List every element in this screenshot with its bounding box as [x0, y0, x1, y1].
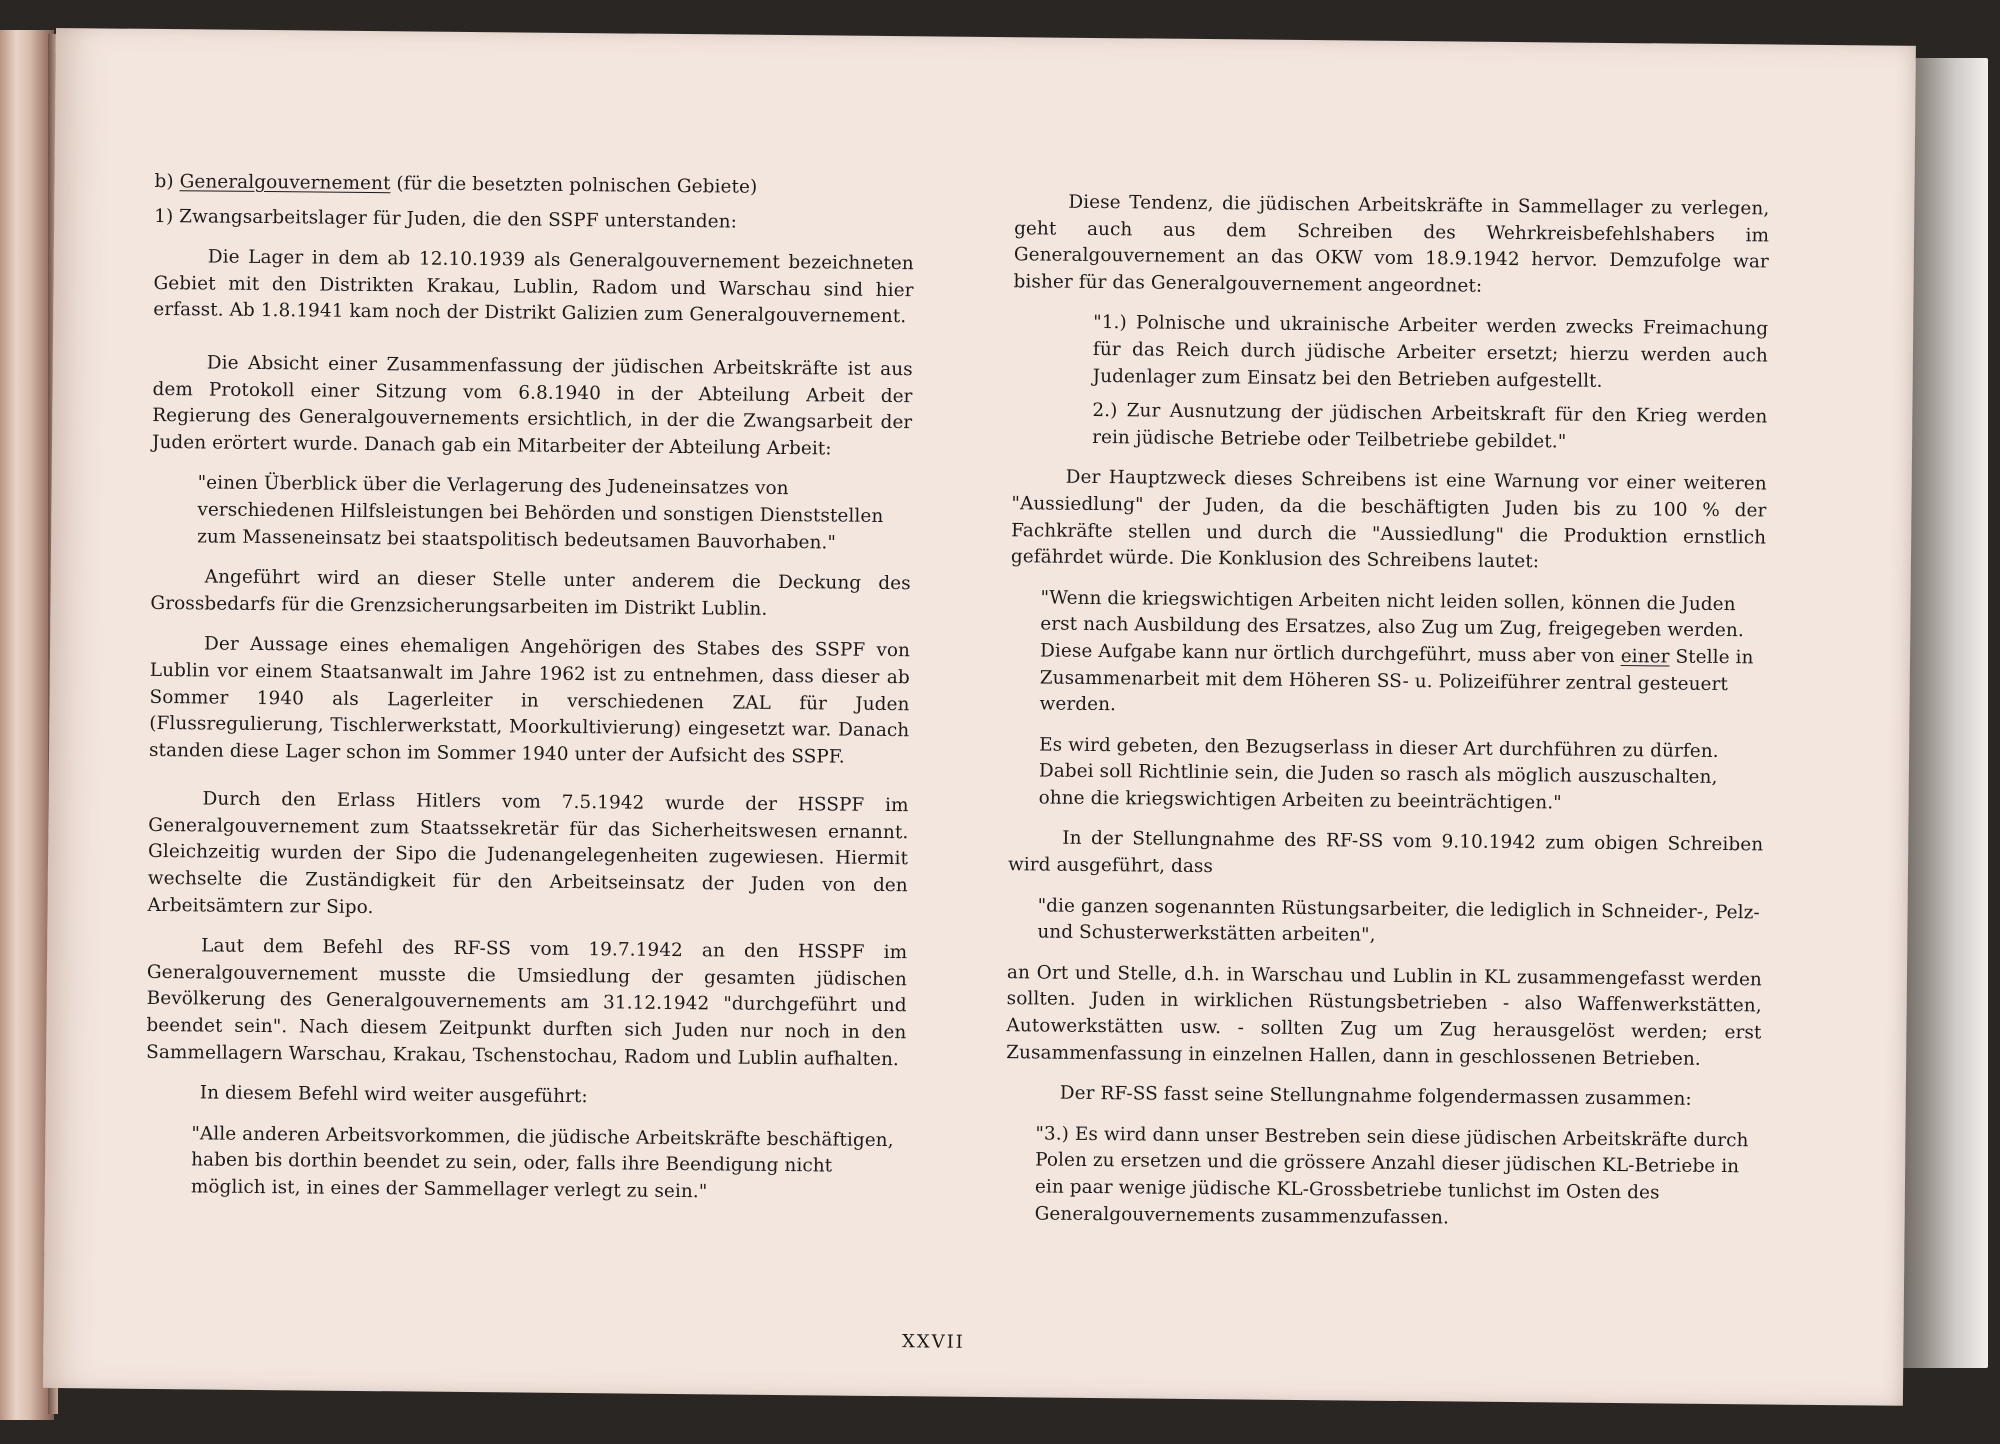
paragraph: Laut dem Befehl des RF-SS vom 19.7.1942 an den HSSPF im Generalgouvernement musste die Umsiedlung der gesamten jüdischen Bevölkerung des Generalgouvernements am 31.12.1942 "durchgeführt und beendet sein". Nach diesem Zeitpunkt durften sich Juden nur noch in den Sammellagern Warschau, Krakau, Tschenstochau, Radom und Lublin aufhalten. [146, 935, 908, 1070]
paragraph: Die Lager in dem ab 12.10.1939 als Generalgouvernement bezeichneten Gebiet mit den Distrikten Krakau, Lublin, Radom und Warschau sind hier erfasst. Ab 1.8.1941 kam noch der Distrikt Galizien zum Generalgouvernement. [153, 246, 914, 328]
paragraph: Diese Tendenz, die jüdischen Arbeitskräfte in Sammellager zu verlegen, geht auch aus dem Schreiben des Wehrkreisbefehlshabers im Generalgouvernement an das OKW vom 18.9.1942 hervor. Demzufolge war bisher für das Generalgouvernement angeordnet: [1013, 191, 1770, 297]
quote: "3.) Es wird dann unser Bestreben sein diese jüdischen Arbeitskräfte durch Polen zu ersetzen und die grössere Anzahl dieser jüdischen KL-Betriebe in ein paar wenige jüdische KL-Grossbetriebe tunlichst im Osten des Generalgouvernements zusammenzufassen. [1034, 1123, 1749, 1229]
section-heading [154, 169, 914, 203]
paragraph: Der Hauptzweck dieses Schreibens ist eine Warnung vor einer weiteren "Aussiedlung" der Juden, da die beschäftigten Juden bis zu 100 % der Fachkräfte stellen und durch die "Aussiedlung" die Produktion ernstlich gefährdet würde. Die Konklusion des Schreibens lautet: [1010, 467, 1767, 573]
quote [1039, 585, 1765, 725]
quote: "die ganzen sogenannten Rüstungsarbeiter, die lediglich in Schneider-, Pelz- und Schusterwerkstätten arbeiten", [1037, 895, 1760, 946]
paragraph: an Ort und Stelle, d.h. in Warschau und Lublin in KL zusammengefasst werden sollten. Juden in wirklichen Rüstungsbetrieben - also Waffenwerkstätten, Autowerkstätten usw. - sollten Zug um Zug herausgelöst werden; erst Zusammenfassung in einzelnen Hallen, dann in geschlossenen Betrieben. [1006, 962, 1763, 1070]
paragraph: Durch den Erlass Hitlers vom 7.5.1942 wurde der HSSPF im Generalgouvernement zum Staatssekretär für das Sicherheitswesen ernannt. Gleichzeitig wurden der Sipo die Judenangelegenheiten zugewiesen. Hiermit wechselte die Zuständigkeit für den Arbeitseinsatz der Juden von den Arbeitsämtern zur Sipo. [147, 788, 909, 918]
left-column [145, 169, 915, 1222]
right-column [1004, 189, 1769, 1248]
page-number: XXVII [901, 1331, 965, 1353]
quote-emphasis: einer [1620, 645, 1670, 668]
quote: "Alle anderen Arbeitsvorkommen, die jüdische Arbeitskräfte beschäftigen, haben bis dorthin beendet zu sein, oder, falls ihre Beendigung nicht möglich ist, in eines der Sammellager verlegt zu sein." [190, 1123, 894, 1203]
quote-item: "1.) Polnische und ukrainische Arbeiter werden zwecks Freimachung für das Reich durch jüdische Arbeiter ersetzt; hierzu werden auch Judenlager zum Einsatz bei den Betrieben aufgestellt. [1092, 312, 1769, 392]
subheading: 1) Zwangsarbeitslager für Juden, die den SSPF unterstanden: [154, 205, 738, 233]
heading-underlined: Generalgouvernement [179, 171, 391, 195]
paragraph: Angeführt wird an dieser Stelle unter anderem die Deckung des Grossbedarfs für die Grenzsicherungsarbeiten im Distrikt Lublin. [150, 566, 911, 620]
quote-item: 2.) Zur Ausnutzung der jüdischen Arbeitskraft für den Krieg werden rein jüdische Betriebe oder Teilbetriebe gebildet." [1092, 400, 1768, 453]
paragraph: In diesem Befehl wird weiter ausgeführt: [199, 1082, 588, 1108]
quote: Es wird gebeten, den Bezugserlass in dieser Art durchführen zu dürfen. Dabei soll Richtlinie sein, die Juden so rasch als möglich auszuschalten, ohne die kriegswichtigen Arbeiten zu beeinträchtigen." [1038, 734, 1719, 814]
paragraph: Die Absicht einer Zusammenfassung der jüdischen Arbeitskräfte ist aus dem Protokoll einer Sitzung vom 6.8.1940 in der Abteilung Arbeit der Regierung des Generalgouvernements ersichtlich, in der die Zwangsarbeit der Juden erörtert wurde. Danach gab ein Mitarbeiter der Abteilung Arbeit: [151, 352, 913, 460]
paragraph: In der Stellungnahme des RF-SS vom 9.10.1942 zum obigen Schreiben wird ausgeführt, dass [1007, 828, 1764, 878]
quote-text: Stelle in Zusammenarbeit mit dem Höheren SS- u. Polizeiführer zentral gesteuert werden. [1039, 646, 1754, 716]
book-page [43, 28, 1916, 1406]
quote-text: "Wenn die kriegswichtigen Arbeiten nicht leiden sollen, können die Juden erst nach Ausbildung des Ersatzes, also Zug um Zug, freigegeben werden. Diese Aufgabe kann nur örtlich durchgeführt, muss aber von [1039, 587, 1744, 667]
heading-prefix: b) [154, 170, 180, 193]
quote: "einen Überblick über die Verlagerung des Judeneinsatzes von verschiedenen Hilfsleistungen bei Behörden und sonstigen Dienststellen zum Masseneinsatz bei staatspolitisch bedeutsamen Bauvorhaben." [197, 472, 884, 554]
heading-rest: (für die besetzten polnischen Gebiete) [390, 173, 758, 198]
paragraph: Der RF-SS fasst seine Stellungnahme folgendermassen zusammen: [1059, 1082, 1692, 1110]
paragraph: Der Aussage eines ehemaligen Angehörigen des Stabes des SSPF von Lublin vor einem Staatsanwalt im Jahre 1962 ist zu entnehmen, dass dieser ab Sommer 1940 als Lagerleiter in verschiedenen ZAL für Juden (Flussregulierung, Tischlerwerkstatt, Moorkultivierung) eingesetzt war. Danach standen diese Lager schon im Sommer 1940 unter der Aufsicht des SSPF. [148, 633, 911, 768]
